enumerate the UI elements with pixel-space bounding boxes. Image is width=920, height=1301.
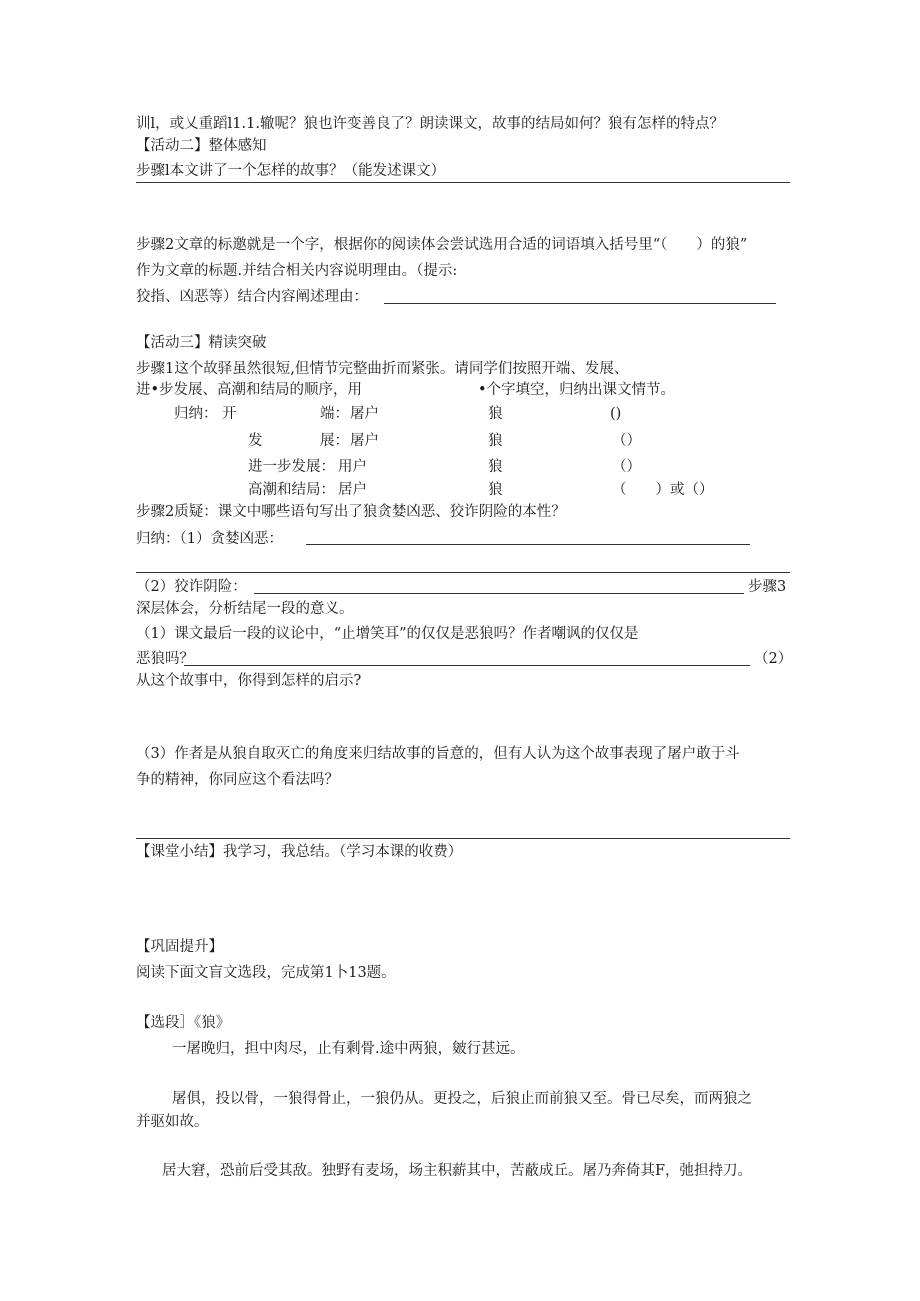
q2-body: 从这个故事中，你得到怎样的启示? — [136, 673, 362, 689]
plot-bracket[interactable]: （ ）或（） — [612, 482, 714, 498]
q1-line1: （1）课文最后一段的议论中，“止增笑耳”的仅仅是恶狼吗？作者嘲讽的仅仅是 — [136, 626, 639, 642]
plot-wolf: 狼 — [488, 459, 503, 475]
excerpt-para1: 一屠晚归，担中肉尽，止有剩骨.途中两狼，皴行甚远。 — [172, 1041, 525, 1057]
plot-subject: 居户 — [338, 482, 367, 498]
step3-head: 步骤3 — [748, 579, 787, 595]
activity2-title: 【活动二】整体感知 — [136, 138, 267, 154]
step3-body: 深层体会，分析结尾一段的意义。 — [136, 601, 354, 617]
activity3-step1-line1: 步骤1这个故驿虽然很短,但情节完整曲折而紧张。请同学们按照开端、发展、 — [136, 361, 629, 377]
plot-stage-b: 端： — [320, 406, 349, 422]
plot-stage-a: 发 — [248, 433, 263, 449]
summary-label: 归纳： — [174, 406, 218, 422]
plot-wolf: 狼 — [488, 406, 503, 422]
answer-line-q3[interactable] — [136, 838, 790, 839]
plot-subject: 用户 — [338, 459, 367, 475]
plot-stage-a: 高潮和结局： — [248, 482, 335, 498]
activity3-title: 【活动三】精读突破 — [136, 335, 267, 351]
activity3-step1-line2a: 进•步发展、高潮和结局的顺序，用 — [136, 382, 363, 398]
q2-num: （2） — [754, 651, 793, 667]
answer-line-greedy-extra[interactable] — [136, 572, 790, 573]
activity2-step2-line3: 狡指、凶恶等）结合内容阐述理由： — [136, 289, 368, 305]
answer-line-greedy[interactable] — [306, 544, 750, 545]
excerpt-title: 【选段］《狼》 — [136, 1015, 231, 1031]
class-summary: 【课堂小结】我学习，我总结。（学习本课的收费） — [136, 844, 463, 860]
plot-bracket[interactable]: （） — [612, 459, 641, 475]
plot-subject: 屠户 — [350, 406, 379, 422]
excerpt-para3: 居大窘，恐前后受其敌。独野有麦场，场主积薪其中，苦蔽成丘。屠乃奔倚其F，弛担持刀。 — [162, 1163, 753, 1179]
greedy-label: 归纳：（1）贪婪凶恶： — [136, 531, 283, 547]
plot-stage-a: 进一步发展： — [248, 459, 335, 475]
q3-line1: （3）作者是从狼自取灭亡的角度来归结故事的旨意的，但有人认为这个故事表现了屠户敢于斗 — [136, 746, 740, 762]
plot-bracket[interactable]: （） — [612, 433, 641, 449]
excerpt-para2-line2: 并驱如故。 — [136, 1114, 209, 1130]
activity2-step1: 步骤l本文讲了一个怎样的故事？（能发述课文） — [136, 163, 446, 179]
intro-line: 训l，或乂重蹈l1.1.辙呢？狼也许变善良了？朗读课文，故事的结局如何？狼有怎样的特点？ — [136, 116, 724, 132]
answer-line-step1[interactable] — [136, 182, 790, 183]
activity2-step2-line2: 作为文章的标题.并结合相关内容说明理由。（提示: — [136, 263, 458, 279]
plot-stage-b: 展： — [320, 433, 349, 449]
activity2-step2-line1: 步骤2文章的标邀就是一个字，根据你的阅读体会尝试选用合适的词语填入括号里“（ ）的狼” — [136, 237, 748, 253]
q1-line2: 恶狼吗？ — [136, 651, 194, 667]
answer-line-cunning[interactable] — [254, 593, 744, 594]
activity3-step2: 步骤2质疑：课文中哪些语句写出了狼贪婪凶恶、狡诈阴险的本性？ — [136, 504, 566, 520]
activity3-step1-line2b: •个字填空，归纳出课文情节。 — [478, 382, 676, 398]
q3-line2: 争的精神，你同应这个看法吗？ — [136, 772, 339, 788]
consolidate-title: 【巩固提升】 — [136, 939, 223, 955]
plot-wolf: 狼 — [488, 433, 503, 449]
plot-subject: 屠户 — [350, 433, 379, 449]
cunning-label: （2）狡诈阴险： — [136, 579, 247, 595]
answer-line-reason[interactable] — [384, 303, 776, 304]
answer-line-q1[interactable] — [184, 665, 750, 666]
plot-stage-a: 开 — [222, 406, 237, 422]
excerpt-para2-line1: 屠俱，投以骨，一狼得骨止，一狼仍从。更投之，后狼止而前狼又至。骨已尽矣，而两狼之 — [172, 1091, 752, 1107]
plot-wolf: 狼 — [488, 482, 503, 498]
plot-bracket[interactable]: () — [610, 406, 622, 422]
consolidate-instruction: 阅读下面文盲文选段，完成第1卜13题。 — [136, 965, 396, 981]
